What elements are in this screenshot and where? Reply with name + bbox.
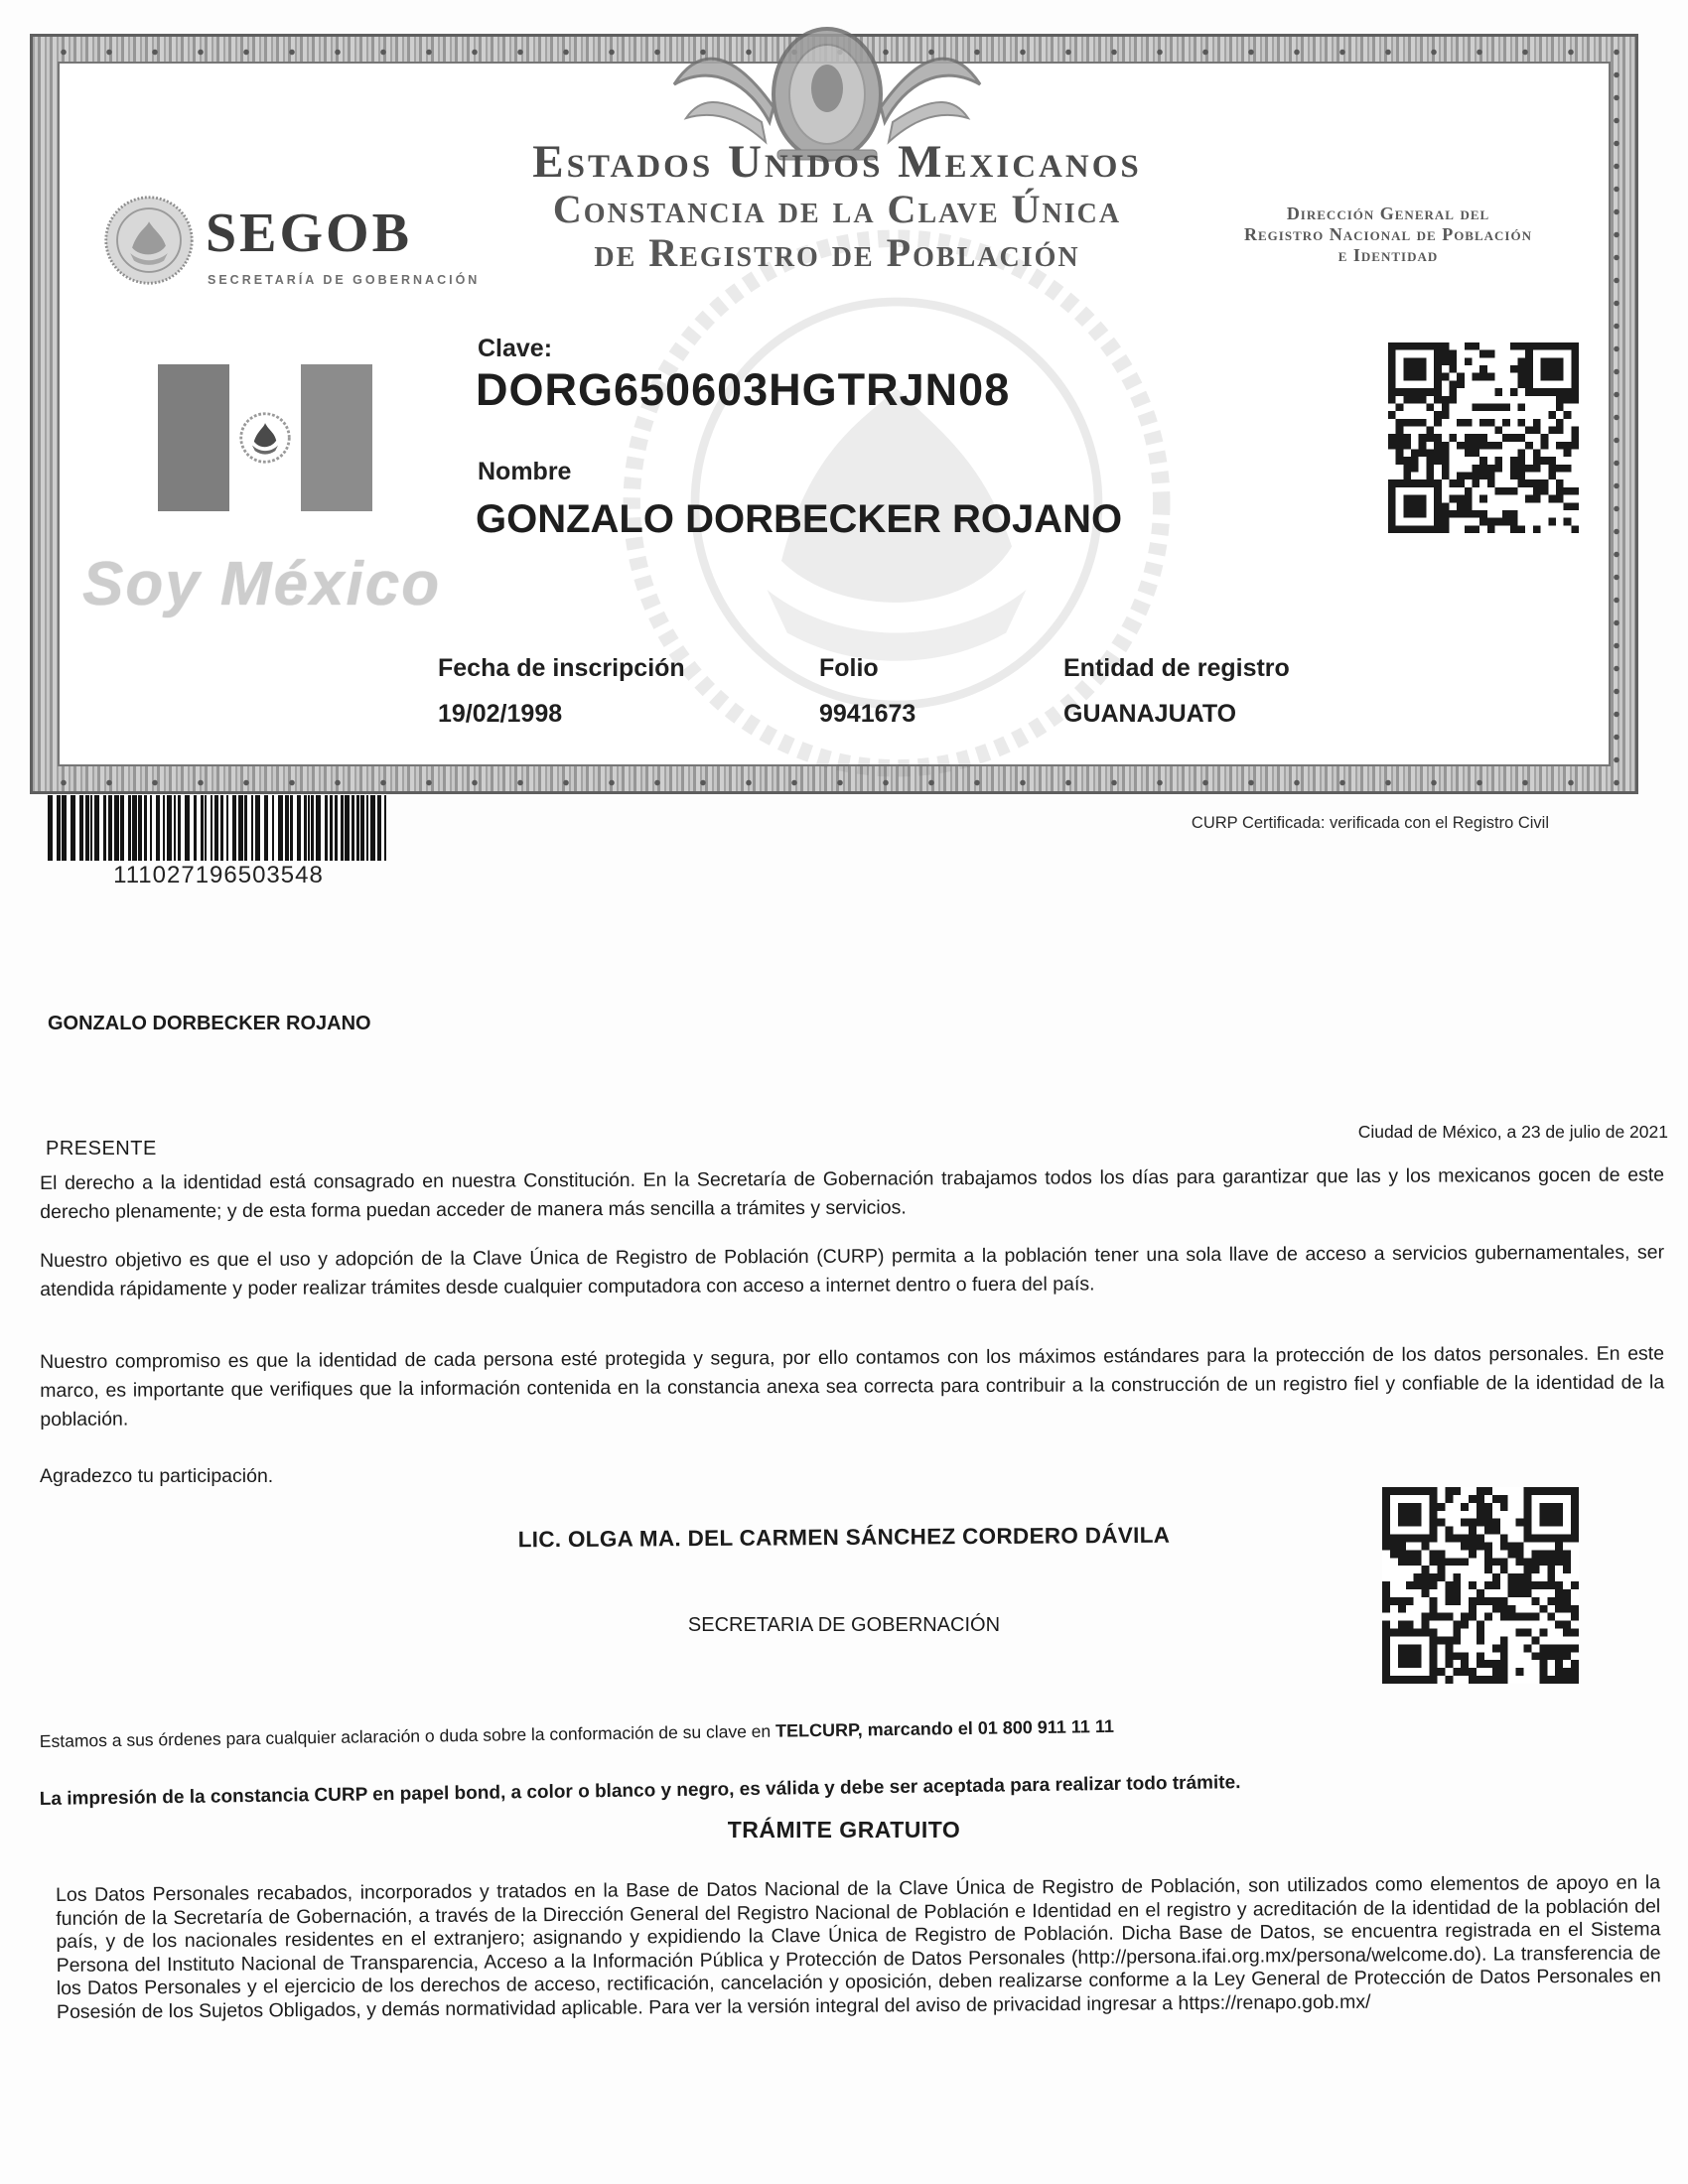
segob-wordmark: SEGOB	[206, 203, 412, 264]
barcode-number: 111027196503548	[113, 862, 324, 888]
fecha-inscripcion-value: 19/02/1998	[438, 700, 563, 728]
contact-note-bold: TELCURP, marcando el 01 800 911 11 11	[774, 1715, 1115, 1741]
contact-note-plain: Estamos a sus órdenes para cualquier aclaración o duda sobre la conformación de su clave en	[39, 1720, 776, 1752]
letter-paragraph-2: Nuestro objetivo es que el uso y adopción de la Clave Única de Registro de Población (CURP) permita a la población tener una sola llave de acceso a servicios gubernamentales, ser atendida rápidamente y poder realizar trámites desde cualquier computadora con acceso a internet dentro o fuera del país.	[40, 1241, 1665, 1300]
title-constancia: Constancia de la Clave Única	[552, 187, 1122, 231]
issuer-line-1: Dirección General del	[1286, 204, 1490, 223]
letter-paragraph-1: El derecho a la identidad está consagrado en nuestra Constitución. En la Secretaría de Gobernación trabajamos todos los días para garantizar que las y los mexicanos gocen de este derecho plenamente; y de esta forma puedan acceder de manera más sencilla a trámites y servicios.	[40, 1163, 1665, 1223]
flag-green-stripe	[158, 364, 229, 511]
segob-tagline: SECRETARÍA DE GOBERNACIÓN	[208, 273, 481, 287]
barcode	[48, 795, 389, 861]
telcurp-contact-note	[40, 1716, 1114, 1752]
entidad-registro-value: GUANAJUATO	[1063, 700, 1237, 728]
flag-white-stripe	[229, 364, 301, 511]
issuer-line-2: Registro Nacional de Población	[1244, 224, 1532, 244]
signature-title: SECRETARIA DE GOBERNACIÓN	[687, 1614, 1001, 1636]
qr-code	[1388, 342, 1579, 533]
fecha-inscripcion-label: Fecha de inscripción	[438, 654, 685, 682]
folio-value: 9941673	[819, 700, 916, 728]
nombre-label: Nombre	[478, 458, 572, 485]
signature-name: LIC. OLGA MA. DEL CARMEN SÁNCHEZ CORDERO DÁVILA	[517, 1522, 1171, 1553]
letter-paragraph-3: Nuestro compromiso es que la identidad de cada persona esté protegida y segura, por ello contamos con los máximos estándares para la protección de los datos personales. En este marco, es importante que verifiques que la información contenida en la constancia anexa sea correcta para contribuir a la construcción de un registro fiel y confiable de la identidad de la población.	[40, 1342, 1665, 1431]
segob-seal-icon	[102, 194, 196, 287]
title-estados-unidos-mexicanos: Estados Unidos Mexicanos	[532, 136, 1142, 188]
issuer-office	[1204, 204, 1572, 266]
privacy-notice: Los Datos Personales recabados, incorporados y tratados en la Base de Datos Nacional de la Clave Única de Registro de Población, son utilizados como elementos de apoyo en la función de la Secretaría de Gobernación, a través de la Dirección General del Registro Nacional de Población e Identidad en el registro y acreditación de la identidad de la población del país, y de los nacionales residentes en el extranjero; asignando y expidiendo la Clave Única de Registro de Población. Dicha Base de Datos, se encuentra registrada en el Sistema Persona del Instituto Nacional de Transparencia, Acceso a la Información Pública y Protección de Datos Personales (http://persona.ifai.org.mx/persona/welcome.do). La transferencia de los Datos Personales y el ejercicio de los derechos de acceso, rectificación, cancelación y oposición, deben realizarse conforme a la Ley General de Protección de Datos Personales en Posesión de los Sujetos Obligados, y demás normatividad aplicable. Para ver la versión integral del aviso de privacidad ingresar a https://renapo.gob.mx/	[56, 1871, 1661, 2023]
flag-red-stripe	[301, 364, 372, 511]
flag-eagle-icon	[237, 410, 293, 466]
clave-label: Clave:	[478, 335, 553, 362]
mexican-flag	[158, 364, 372, 511]
dateline: Ciudad de México, a 23 de julio de 2021	[1357, 1122, 1668, 1142]
closing-line: Agradezco tu participación.	[40, 1465, 274, 1487]
curp-clave-value: DORG650603HGTRJN08	[476, 364, 1011, 415]
title-registro-poblacion: de Registro de Población	[594, 230, 1080, 275]
folio-label: Folio	[819, 654, 879, 682]
issuer-line-3: e Identidad	[1337, 245, 1439, 265]
soy-mexico-watermark: Soy México	[82, 550, 442, 618]
recipient-name: GONZALO DORBECKER ROJANO	[48, 1013, 371, 1034]
seal-watermark	[609, 215, 1185, 771]
curp-certificate	[30, 34, 1638, 794]
nombre-value: GONZALO DORBECKER ROJANO	[476, 497, 1123, 541]
tramite-gratuito-notice: TRÁMITE GRATUITO	[727, 1817, 961, 1843]
curp-certified-note: CURP Certificada: verificada con el Registro Civil	[1191, 814, 1549, 832]
qr-code-2	[1382, 1487, 1579, 1684]
entidad-registro-label: Entidad de registro	[1063, 654, 1290, 682]
salutation: PRESENTE	[46, 1138, 157, 1160]
print-validity-note: La impresión de la constancia CURP en papel bond, a color o blanco y negro, es válida y debe ser aceptada para realizar todo trámite.	[39, 1772, 1241, 1811]
certificate-title-block	[430, 136, 1244, 275]
